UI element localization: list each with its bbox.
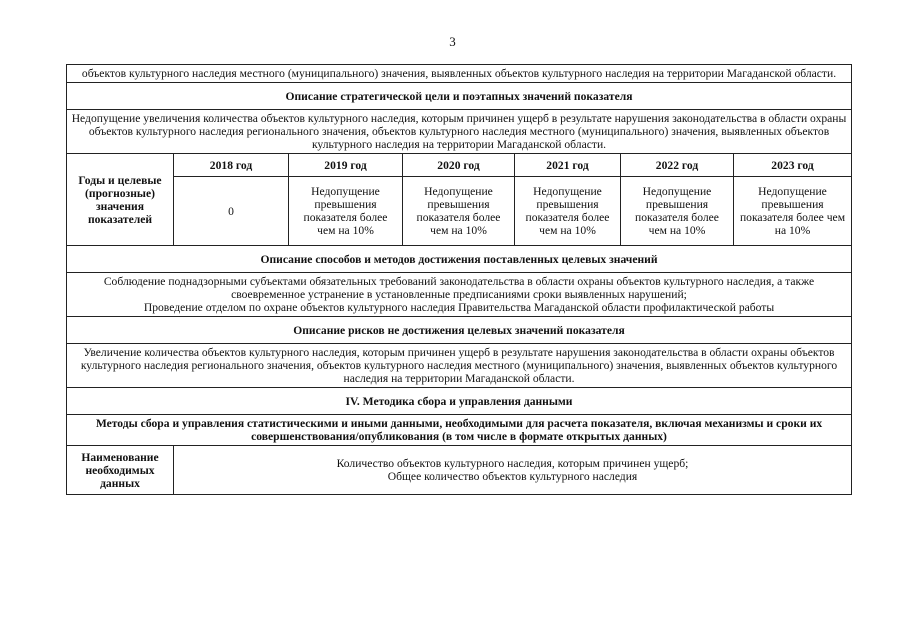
goal-heading-row xyxy=(67,83,852,110)
methods-text xyxy=(67,273,852,317)
risks-heading: Описание рисков не достижения целевых значений показателя xyxy=(67,317,852,344)
required-data-label: Наименование необходимых данных xyxy=(67,446,174,495)
value-2019: Недопущение превышения показателя более чем на 10% xyxy=(289,177,403,246)
year-2021: 2021 год xyxy=(515,154,621,177)
indicator-passport-table xyxy=(66,64,852,495)
value-2022: Недопущение превышения показателя более чем на 10% xyxy=(621,177,734,246)
value-2020: Недопущение превышения показателя более чем на 10% xyxy=(403,177,515,246)
target-values-row xyxy=(67,177,852,246)
goal-heading: Описание стратегической цели и поэтапных значений показателя xyxy=(67,83,852,110)
required-data-row xyxy=(67,446,852,495)
value-2021: Недопущение превышения показателя более чем на 10% xyxy=(515,177,621,246)
year-2023: 2023 год xyxy=(734,154,852,177)
value-2023: Недопущение превышения показателя более чем на 10% xyxy=(734,177,852,246)
intro-row xyxy=(67,65,852,83)
year-2020: 2020 год xyxy=(403,154,515,177)
data-section-subheading: Методы сбора и управления статистическими и иными данными, необходимыми для расчета показателя, включая механизмы и сроки их совершенствования/опубликования (в том числе в формате открытых данных) xyxy=(67,415,852,446)
risks-text-row xyxy=(67,344,852,388)
required-data-value xyxy=(174,446,852,495)
target-years-row xyxy=(67,154,852,177)
value-2018: 0 xyxy=(174,177,289,246)
methods-heading: Описание способов и методов достижения поставленных целевых значений xyxy=(67,246,852,273)
methods-text-row xyxy=(67,273,852,317)
methods-line-2: Проведение отделом по охране объектов культурного наследия Правительства Магаданской области профилактической работы xyxy=(143,301,775,314)
risks-text: Увеличение количества объектов культурного наследия, которым причинен ущерб в результате нарушения законодательства в области охраны объектов культурного наследия регионального значения, объектов культурного наследия местного (муниципального) значения, выявленных объектов культурного наследия на территории Магаданской области. xyxy=(67,344,852,388)
target-row-label: Годы и целевые (прогнозные) значения показателей xyxy=(67,154,174,246)
required-data-line-1: Количество объектов культурного наследия, которым причинен ущерб; xyxy=(336,457,689,470)
data-section-subheading-row xyxy=(67,415,852,446)
goal-text-row xyxy=(67,110,852,154)
required-data-line-2: Общее количество объектов культурного наследия xyxy=(387,470,638,483)
data-section-heading: IV. Методика сбора и управления данными xyxy=(67,388,852,415)
goal-text: Недопущение увеличения количества объектов культурного наследия, которым причинен ущерб в результате нарушения законодательства в области охраны объектов культурного наследия регионального значения, объектов культурного наследия местного (муниципального) значения, выявленных объектов культурного наследия на территории Магаданской области. xyxy=(67,110,852,154)
risks-heading-row xyxy=(67,317,852,344)
year-2018: 2018 год xyxy=(174,154,289,177)
year-2019: 2019 год xyxy=(289,154,403,177)
methods-heading-row xyxy=(67,246,852,273)
methods-line-1: Соблюдение поднадзорными субъектами обязательных требований законодательства в области охраны объектов культурного наследия, а также своевременное устранение в установленные предписаниями сроки выявленных нарушений; xyxy=(103,275,815,301)
intro-text: объектов культурного наследия местного (муниципального) значения, выявленных объектов культурного наследия на территории Магаданской области. xyxy=(67,65,852,83)
year-2022: 2022 год xyxy=(621,154,734,177)
page-number: 3 xyxy=(449,34,456,49)
data-section-heading-row xyxy=(67,388,852,415)
